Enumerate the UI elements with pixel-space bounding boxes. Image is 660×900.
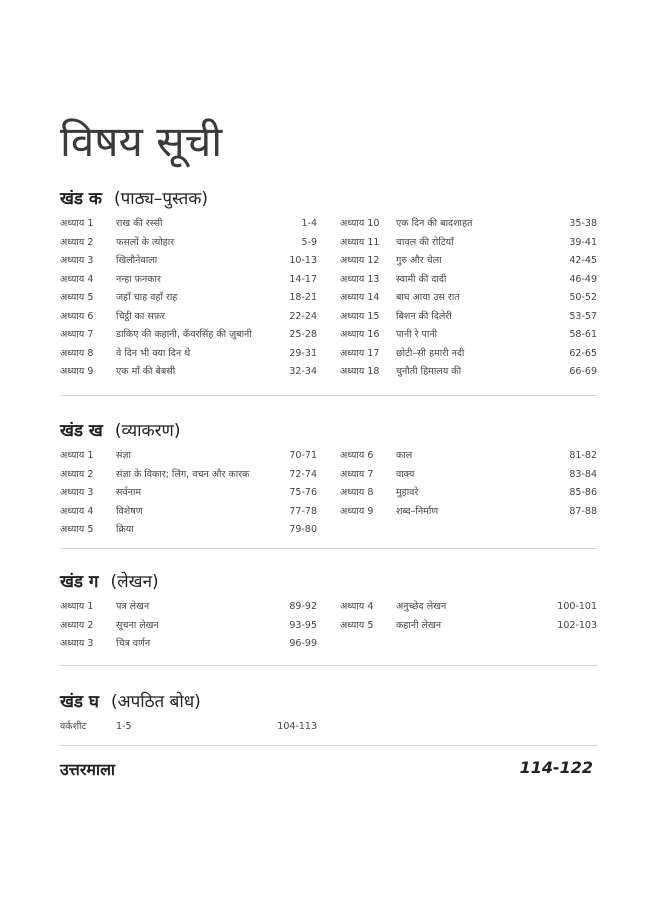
chapter-label: अध्याय 5 bbox=[60, 292, 94, 303]
toc-entry[interactable] bbox=[60, 447, 317, 466]
toc-entry[interactable] bbox=[340, 289, 597, 308]
toc-entry[interactable] bbox=[60, 363, 317, 382]
chapter-label: अध्याय 11 bbox=[340, 236, 380, 248]
chapter-label: अध्याय 4 bbox=[60, 505, 94, 517]
page-range: 72-74 bbox=[289, 468, 317, 480]
page-range: 102-103 bbox=[557, 619, 597, 631]
chapter-label: वर्कशीट bbox=[60, 721, 87, 732]
toc-entry[interactable] bbox=[340, 271, 597, 290]
toc-entry[interactable] bbox=[60, 289, 317, 308]
chapter-title: शब्द–निर्माण bbox=[396, 505, 439, 517]
chapter-title: काल bbox=[396, 450, 413, 461]
toc-entry[interactable] bbox=[340, 503, 597, 522]
page-range: 50-52 bbox=[569, 292, 597, 303]
toc-entry[interactable] bbox=[60, 503, 317, 522]
page-range: 89-92 bbox=[289, 601, 317, 612]
section-3 bbox=[60, 569, 598, 654]
chapter-label: अध्याय 13 bbox=[340, 273, 380, 285]
section-divider bbox=[60, 665, 598, 666]
chapter-label: अध्याय 9 bbox=[60, 366, 94, 377]
toc-entry[interactable] bbox=[60, 345, 317, 364]
toc-entry[interactable] bbox=[340, 598, 597, 617]
chapter-label: अध्याय 6 bbox=[340, 450, 374, 461]
section-1 bbox=[60, 186, 598, 382]
toc-entry[interactable] bbox=[60, 308, 317, 327]
column-right bbox=[340, 215, 597, 382]
chapter-title: एक माँ की बेबसी bbox=[116, 366, 176, 377]
chapter-title: कहानी लेखन bbox=[396, 619, 442, 631]
chapter-title: राख की रस्सी bbox=[116, 218, 163, 229]
column-left bbox=[60, 718, 317, 737]
chapter-title: सर्वनाम bbox=[116, 487, 142, 498]
toc-entry[interactable] bbox=[60, 215, 317, 234]
section-subtitle: (अपठित बोध) bbox=[110, 692, 201, 712]
page-range: 66-69 bbox=[569, 366, 597, 377]
chapter-label: अध्याय 7 bbox=[340, 468, 374, 480]
column-left bbox=[60, 447, 317, 540]
chapter-title: संज्ञा के विकार; लिंग, वचन और कारक bbox=[116, 468, 250, 480]
section-heading bbox=[60, 186, 598, 209]
chapter-label: अध्याय 2 bbox=[60, 468, 94, 480]
section-heading bbox=[60, 689, 598, 712]
page-range: 93-95 bbox=[289, 619, 317, 631]
toc-entry[interactable] bbox=[60, 484, 317, 503]
page-range: 10-13 bbox=[289, 255, 317, 266]
chapter-label: अध्याय 5 bbox=[340, 619, 374, 631]
chapter-title: चावल की रोटियाँ bbox=[396, 236, 454, 248]
chapter-label: अध्याय 12 bbox=[340, 255, 380, 266]
toc-entry[interactable] bbox=[60, 617, 317, 636]
section-divider bbox=[60, 395, 598, 396]
page-range: 53-57 bbox=[569, 310, 597, 322]
chapter-label: अध्याय 3 bbox=[60, 638, 94, 649]
toc-entry[interactable] bbox=[340, 345, 597, 364]
page-range: 104-113 bbox=[277, 721, 317, 732]
section-name: खंड ग bbox=[60, 572, 99, 592]
toc-entry[interactable] bbox=[60, 326, 317, 345]
column-right bbox=[340, 447, 597, 540]
chapter-title: खिलौनेवाला bbox=[116, 255, 158, 266]
chapter-label: अध्याय 10 bbox=[340, 218, 380, 229]
chapter-title: बिशन की दिलेरी bbox=[396, 310, 452, 322]
toc-entry[interactable] bbox=[340, 466, 597, 485]
toc-entry[interactable] bbox=[60, 466, 317, 485]
page-range: 42-45 bbox=[569, 255, 597, 266]
page-range: 58-61 bbox=[569, 329, 597, 340]
chapter-label: अध्याय 8 bbox=[340, 487, 374, 498]
section-subtitle: (लेखन) bbox=[110, 572, 159, 592]
chapter-label: अध्याय 7 bbox=[60, 329, 94, 340]
chapter-label: अध्याय 4 bbox=[340, 601, 374, 612]
section-name: खंड क bbox=[60, 189, 102, 209]
chapter-title: पानी रे पानी bbox=[396, 329, 438, 340]
page-range: 5-9 bbox=[301, 236, 317, 248]
page-range: 39-41 bbox=[569, 236, 597, 248]
toc-entry[interactable] bbox=[60, 252, 317, 271]
chapter-label: अध्याय 3 bbox=[60, 255, 94, 266]
column-right bbox=[340, 718, 597, 737]
chapter-label: अध्याय 5 bbox=[60, 524, 94, 535]
page-range: 83-84 bbox=[569, 468, 597, 480]
toc-entry[interactable] bbox=[340, 234, 597, 253]
section-name: खंड घ bbox=[60, 692, 99, 712]
toc-entry[interactable] bbox=[340, 484, 597, 503]
section-divider bbox=[60, 745, 598, 746]
page-range: 18-21 bbox=[289, 292, 317, 303]
chapter-label: अध्याय 16 bbox=[340, 329, 380, 340]
chapter-label: अध्याय 4 bbox=[60, 273, 94, 285]
chapter-title: छोटी–सी हमारी नदी bbox=[396, 347, 465, 359]
toc-entry[interactable] bbox=[340, 252, 597, 271]
page-title: विषय सूची bbox=[60, 117, 223, 166]
chapter-label: अध्याय 14 bbox=[340, 292, 380, 303]
chapter-label: अध्याय 3 bbox=[60, 487, 94, 498]
toc-entry[interactable] bbox=[340, 326, 597, 345]
chapter-title: चिट्ठी का सफ़र bbox=[116, 310, 166, 322]
chapter-label: अध्याय 2 bbox=[60, 236, 94, 248]
chapter-label: अध्याय 8 bbox=[60, 347, 94, 359]
chapter-label: अध्याय 17 bbox=[340, 347, 380, 359]
page-range: 62-65 bbox=[569, 347, 597, 359]
chapter-title: पत्र लेखन bbox=[116, 601, 150, 612]
section-divider bbox=[60, 548, 598, 549]
section-heading bbox=[60, 418, 598, 441]
chapter-title: बाघ आया उस रात bbox=[396, 292, 460, 303]
chapter-title: मुहावरे bbox=[396, 487, 419, 498]
toc-entry[interactable] bbox=[340, 308, 597, 327]
section-4 bbox=[60, 689, 598, 737]
chapter-title: अनुच्छेद लेखन bbox=[396, 601, 447, 612]
page-range: 77-78 bbox=[289, 505, 317, 517]
page-range: 29-31 bbox=[289, 347, 317, 359]
answer-key-entry[interactable] bbox=[60, 758, 593, 780]
page-range: 100-101 bbox=[557, 601, 597, 612]
chapter-title: सूचना लेखन bbox=[116, 619, 159, 631]
page-range: 14-17 bbox=[289, 273, 317, 285]
chapter-title: वे दिन भी क्या दिन थे bbox=[116, 347, 191, 359]
toc-entry[interactable] bbox=[60, 521, 317, 540]
chapter-label: अध्याय 1 bbox=[60, 601, 94, 612]
page-range: 87-88 bbox=[569, 505, 597, 517]
chapter-title: डाकिए की कहानी, कँवरसिंह की ज़ुबानी bbox=[116, 329, 252, 340]
page-range: 46-49 bbox=[569, 273, 597, 285]
chapter-title: चुनौती हिमालय की bbox=[396, 366, 462, 377]
chapter-title: गुरु और चेला bbox=[396, 255, 442, 266]
chapter-title: संज्ञा bbox=[116, 450, 131, 461]
chapter-title: स्वामी की दादी bbox=[396, 273, 447, 285]
answer-key-pages: 114-122 bbox=[519, 758, 593, 777]
column-left bbox=[60, 215, 317, 382]
page-range: 96-99 bbox=[289, 638, 317, 649]
page-range: 81-82 bbox=[569, 450, 597, 461]
chapter-title: एक दिन की बादशाहत bbox=[396, 218, 473, 229]
chapter-title: विशेषण bbox=[116, 505, 143, 517]
answer-key-label: उत्तरमाला bbox=[60, 760, 116, 779]
chapter-label: अध्याय 15 bbox=[340, 310, 380, 322]
chapter-title: नन्हा फ़नकार bbox=[116, 273, 161, 285]
page-range: 25-28 bbox=[289, 329, 317, 340]
chapter-title: वाक्य bbox=[396, 468, 415, 480]
toc-entry[interactable] bbox=[340, 215, 597, 234]
section-heading bbox=[60, 569, 598, 592]
toc-entry[interactable] bbox=[340, 363, 597, 382]
page-range: 35-38 bbox=[569, 218, 597, 229]
page-range: 32-34 bbox=[289, 366, 317, 377]
chapter-label: अध्याय 1 bbox=[60, 450, 94, 461]
page-range: 79-80 bbox=[289, 524, 317, 535]
chapter-label: अध्याय 2 bbox=[60, 619, 94, 631]
chapter-title: चित्र वर्णन bbox=[116, 638, 151, 649]
column-left bbox=[60, 598, 317, 654]
toc-entry[interactable] bbox=[60, 234, 317, 253]
column-right bbox=[340, 598, 597, 654]
chapter-title: 1-5 bbox=[116, 721, 132, 732]
toc-entry[interactable] bbox=[60, 598, 317, 617]
section-subtitle: (व्याकरण) bbox=[114, 421, 181, 441]
toc-entry[interactable] bbox=[60, 635, 317, 654]
page-range: 85-86 bbox=[569, 487, 597, 498]
toc-entry[interactable] bbox=[60, 271, 317, 290]
toc-entry[interactable] bbox=[60, 718, 317, 737]
section-name: खंड ख bbox=[60, 421, 103, 441]
chapter-label: अध्याय 9 bbox=[340, 505, 374, 517]
chapter-label: अध्याय 18 bbox=[340, 366, 380, 377]
chapter-label: अध्याय 1 bbox=[60, 218, 94, 229]
page-range: 1-4 bbox=[301, 218, 317, 229]
page-range: 22-24 bbox=[289, 310, 317, 322]
chapter-title: जहाँ चाह वहाँ राह bbox=[116, 292, 178, 303]
chapter-label: अध्याय 6 bbox=[60, 310, 94, 322]
chapter-title: फसलों के त्योहार bbox=[116, 236, 175, 248]
chapter-title: क्रिया bbox=[116, 524, 134, 535]
section-2 bbox=[60, 418, 598, 540]
page-range: 75-76 bbox=[289, 487, 317, 498]
section-subtitle: (पाठ्य–पुस्तक) bbox=[113, 189, 209, 209]
toc-entry[interactable] bbox=[340, 617, 597, 636]
page-range: 70-71 bbox=[289, 450, 317, 461]
toc-entry[interactable] bbox=[340, 447, 597, 466]
